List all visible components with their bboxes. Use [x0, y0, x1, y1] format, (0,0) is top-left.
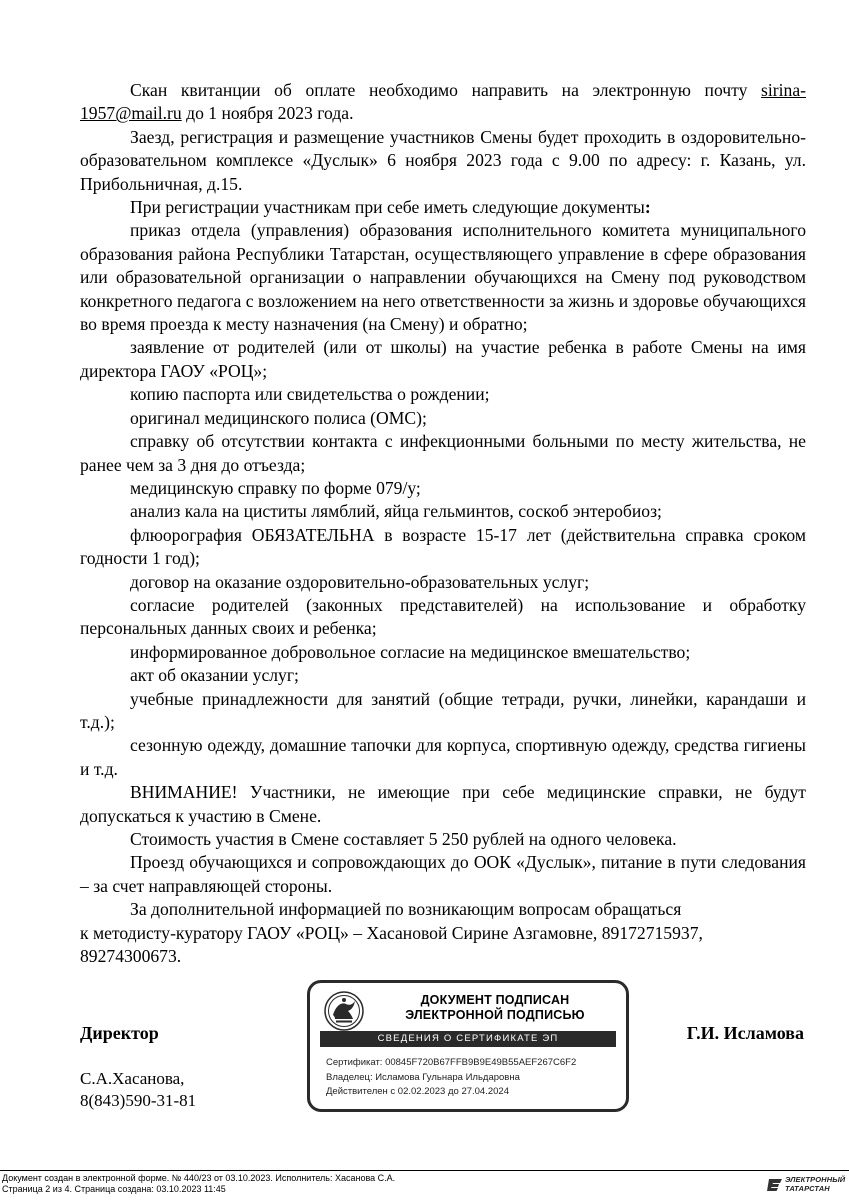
email-link[interactable]: sirina-1957@mail.ru — [80, 80, 806, 124]
document-item: медицинскую справку по форме 079/у; — [130, 477, 421, 498]
document-item: оригинал медицинского полиса (ОМС); — [130, 407, 427, 428]
certificate-number: Сертификат: 00845F720B67FFB9B9E49B55AEF267C6F2 — [326, 1057, 577, 1068]
stamp-title-line1: ДОКУМЕНТ ПОДПИСАН — [420, 993, 570, 1007]
document-item: копию паспорта или свидетельства о рождении; — [130, 384, 490, 405]
document-item: сезонную одежду, домашние тапочки для корпуса, спортивную одежду, средства гигиены и т.д. — [80, 735, 806, 779]
document-item: справку об отсутствии контакта с инфекционными больными по месту жительства, не ранее чем за 3 дня до отъезда; — [80, 431, 806, 475]
electronic-tatarstan-text — [785, 1176, 845, 1193]
stamp-title-line2: ЭЛЕКТРОННОЙ ПОДПИСЬЮ — [405, 1008, 585, 1022]
executor-name: С.А.Хасанова, — [80, 1069, 185, 1088]
contact-line-1: За дополнительной информацией по возникающим вопросам обращаться — [130, 899, 682, 920]
document-item: договор на оказание оздоровительно-образовательных услуг; — [130, 571, 590, 592]
arrival-paragraph: Заезд, регистрация и размещение участников Смены будет проходить в оздоровительно-образовательном комплексе «Дуслык» 6 ноября 2023 года с 9.00 по адресу: г. Казань, ул. Прибольничная, д.15. — [80, 126, 806, 194]
certificate-validity: Действителен с 02.02.2023 до 27.04.2024 — [326, 1086, 509, 1097]
tatarstan-emblem-icon — [324, 991, 364, 1031]
logo-line-1: ЭЛЕКТРОННЫЙ — [785, 1175, 846, 1184]
director-title: Директор — [80, 1023, 159, 1043]
footer-line-2: Страница 2 из 4. Страница создана: 03.10.2023 11:45 — [2, 1184, 226, 1194]
cost-paragraph: Стоимость участия в Смене составляет 5 250 рублей на одного человека. — [130, 829, 677, 849]
documents-heading — [80, 196, 806, 219]
certificate-details — [326, 1056, 576, 1100]
contact-line-3: 89274300673. — [80, 946, 182, 967]
logo-line-2: ТАТАРСТАН — [785, 1183, 830, 1193]
document-item: учебные принадлежности для занятий (общие тетради, ручки, линейки, карандаши и т.д.); — [80, 688, 806, 732]
document-item: флюорография ОБЯЗАТЕЛЬНА в возрасте 15-17 лет (действительна справка сроком годности 1 год); — [80, 524, 806, 569]
document-item: приказ отдела (управления) образования исполнительного комитета муниципального образования района Республики Татарстан, осуществляющего управление в сфере образования или образовательной организации о направлении обучающихся на Смену под руководством конкретного педагога с возложением на него ответственности за жизнь и здоровье обучающихся во время проезда к месту назначения (на Смену) и обратно; — [80, 220, 806, 335]
contact-line-2: к методисту-куратору ГАОУ «РОЦ» – Хасановой Сирине Азгамовне, 89172715937, — [80, 922, 703, 943]
documents-heading-text: При регистрации участникам при себе иметь следующие документы — [130, 197, 645, 218]
payment-deadline: до 1 ноября 2023 года. — [181, 103, 354, 124]
footer-divider — [0, 1170, 849, 1171]
executor-info — [80, 1068, 196, 1112]
page-footer — [2, 1173, 395, 1195]
stamp-title — [380, 993, 610, 1023]
attention-paragraph: ВНИМАНИЕ! Участники, не имеющие при себе медицинские справки, не будут допускаться к участию в Смене. — [80, 782, 806, 826]
certificate-owner: Владелец: Исламова Гульнара Ильдаровна — [326, 1071, 520, 1083]
travel-paragraph: Проезд обучающихся и сопровождающих до ООК «Дуслык», питание в пути следования – за счет направляющей стороны. — [80, 852, 806, 896]
footer-line-1: Документ создан в электронной форме. № 440/23 от 03.10.2023. Исполнитель: Хасанова С.А. — [2, 1173, 396, 1183]
executor-phone: 8(843)590-31-81 — [80, 1091, 197, 1110]
document-item: информированное добровольное согласие на медицинское вмешательство; — [130, 641, 691, 662]
payment-text: Скан квитанции об оплате необходимо направить на электронную почту — [130, 80, 762, 100]
document-body — [80, 79, 806, 968]
payment-paragraph — [80, 79, 806, 126]
document-item: согласие родителей (законных представителей) на использование и обработку персональных данных своих и ребенка; — [80, 594, 806, 639]
documents-heading-colon: : — [644, 197, 651, 218]
document-item: заявление от родителей (или от школы) на участие ребенка в работе Смены на имя директора ГАОУ «РОЦ»; — [80, 337, 806, 381]
signer-name: Г.И. Исламова — [686, 1023, 804, 1043]
electronic-tatarstan-icon — [767, 1178, 783, 1192]
electronic-signature-stamp — [307, 980, 629, 1112]
electronic-tatarstan-logo — [767, 1176, 845, 1196]
document-item: акт об оказании услуг; — [130, 665, 299, 686]
document-item: анализ кала на циститы лямблий, яйца гельминтов, соскоб энтеробиоз; — [130, 501, 662, 522]
certificate-info-bar: СВЕДЕНИЯ О СЕРТИФИКАТЕ ЭП — [320, 1031, 616, 1047]
